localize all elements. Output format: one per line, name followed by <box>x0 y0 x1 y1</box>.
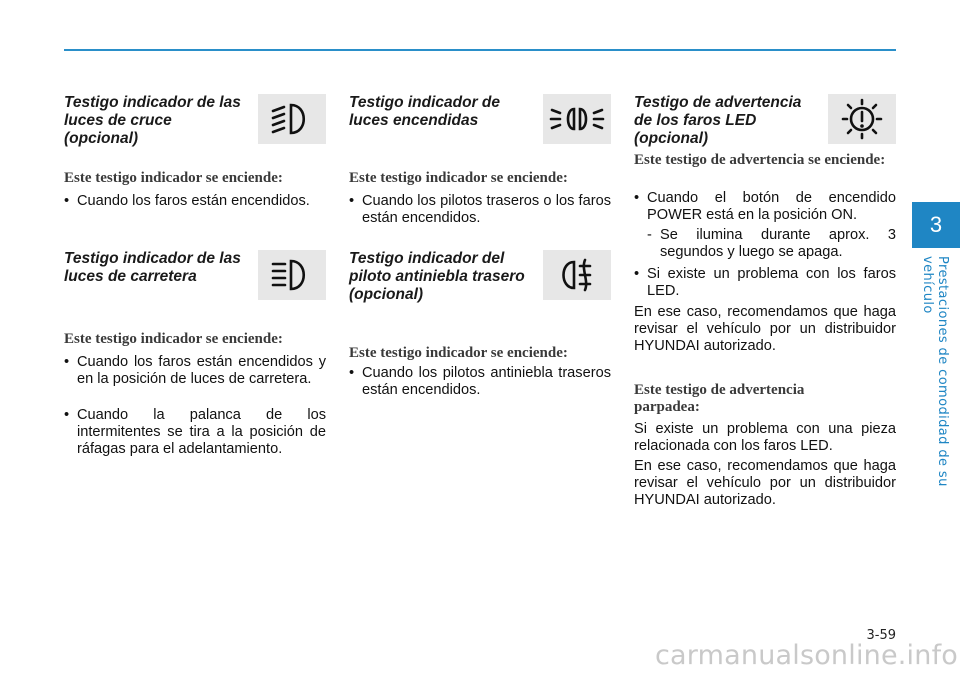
section-subheading: Este testigo indicador se enciende: <box>64 331 283 347</box>
paragraph: En ese caso, recomendamos que haga revisar el vehículo por un distribuidor HYUNDAI autorizado. <box>634 304 896 354</box>
section-subheading: Este testigo de advertencia se enciende: <box>634 152 886 168</box>
list-item: • Cuando los faros están encendidos. <box>64 193 326 210</box>
list-item: • Cuando los pilotos antiniebla traseros están encendidos. <box>349 365 611 399</box>
list-item: • Si existe un problema con los faros LED. <box>634 266 896 300</box>
chapter-tab <box>912 202 960 248</box>
chapter-number: 3 <box>929 212 943 237</box>
high-beam-icon <box>258 250 326 300</box>
low-beam-icon <box>258 94 326 144</box>
list-item: • Cuando los pilotos traseros o los faros están encendidos. <box>349 193 611 227</box>
paragraph: En ese caso, recomendamos que haga revisar el vehículo por un distribuidor HYUNDAI autorizado. <box>634 458 896 508</box>
section-subheading: Este testigo indicador se enciende: <box>64 170 283 186</box>
position-lights-icon <box>543 94 611 144</box>
section-subheading: Este testigo indicador se enciende: <box>349 345 568 361</box>
chapter-title: Prestaciones de comodidad de su vehículo <box>920 256 950 487</box>
rear-fog-light-icon <box>543 250 611 300</box>
page-number: 3-59 <box>866 628 896 643</box>
list-item: • Cuando el botón de encendido POWER está en la posición ON. <box>634 190 896 224</box>
section-title: Testigo indicador del piloto antiniebla trasero (opcional) <box>349 250 525 303</box>
section-subheading: Este testigo de advertencia parpadea: <box>634 382 805 415</box>
paragraph: Si existe un problema con una pieza relacionada con los faros LED. <box>634 421 896 454</box>
list-subitem: - Se ilumina durante aprox. 3 segundos y luego se apaga. <box>634 227 896 261</box>
section-title: Testigo de advertencia de los faros LED (opcional) <box>634 94 802 147</box>
section-title: Testigo indicador de las luces de carretera <box>64 250 241 285</box>
section-title: Testigo indicador de luces encendidas <box>349 94 500 129</box>
watermark: carmanualsonline.info <box>655 640 958 671</box>
list-item: • Cuando los faros están encendidos y en la posición de luces de carretera. <box>64 354 326 388</box>
led-headlamp-warning-icon <box>828 94 896 144</box>
section-subheading: Este testigo indicador se enciende: <box>349 170 568 186</box>
section-title: Testigo indicador de las luces de cruce (opcional) <box>64 94 241 147</box>
list-item: • Cuando la palanca de los intermitentes se tira a la posición de ráfagas para el adelantamiento. <box>64 407 326 458</box>
header-rule <box>64 49 896 51</box>
